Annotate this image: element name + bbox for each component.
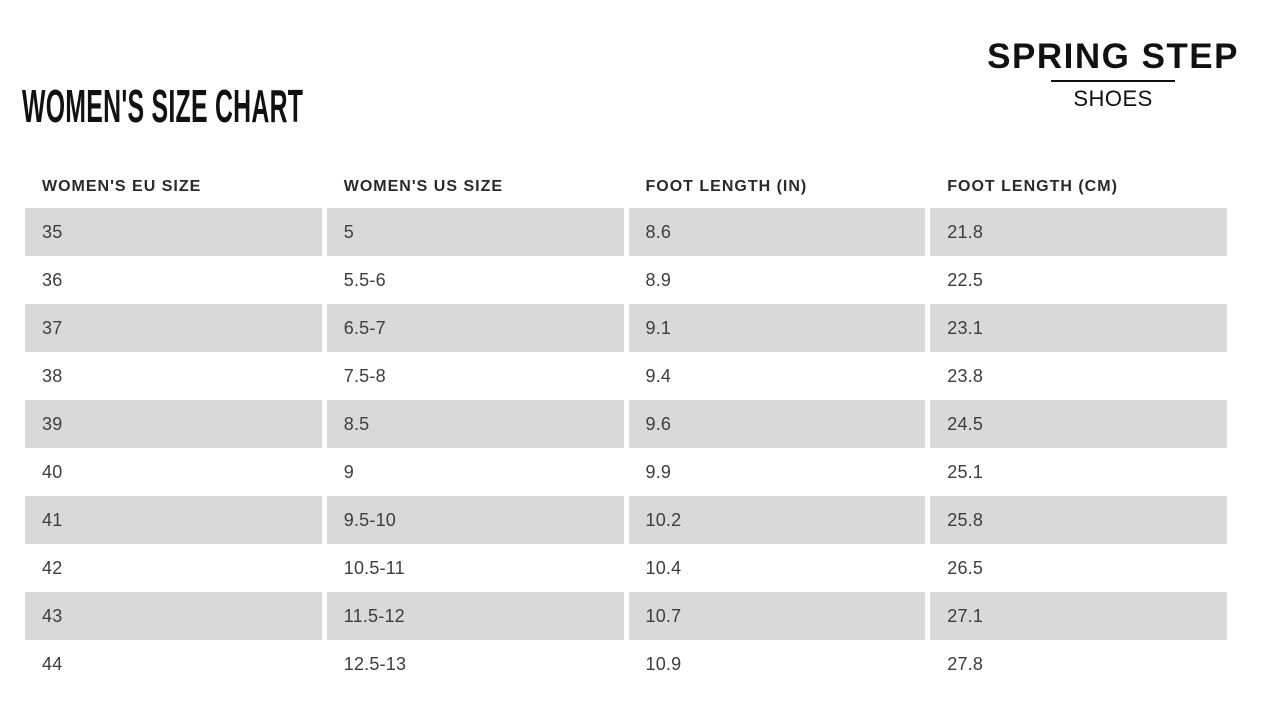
brand-name: SPRING STEP (987, 37, 1239, 76)
table-cell: 7.5-8 (327, 352, 624, 400)
brand-divider (1051, 80, 1175, 82)
table-cell: 9.9 (629, 448, 926, 496)
table-cell: 27.1 (930, 592, 1227, 640)
table-cell: 10.5-11 (327, 544, 624, 592)
table-row (25, 352, 1227, 400)
table-cell: 42 (25, 544, 322, 592)
table-cell: 22.5 (930, 256, 1227, 304)
table-cell: 12.5-13 (327, 640, 624, 688)
table-cell: 9.5-10 (327, 496, 624, 544)
table-row (25, 544, 1227, 592)
table-cell: 25.1 (930, 448, 1227, 496)
table-cell: 9 (327, 448, 624, 496)
table-cell: 11.5-12 (327, 592, 624, 640)
brand-logo (987, 39, 1239, 112)
table-cell: 43 (25, 592, 322, 640)
table-cell: 39 (25, 400, 322, 448)
size-table (25, 166, 1227, 688)
table-cell: 9.4 (629, 352, 926, 400)
table-cell: 10.4 (629, 544, 926, 592)
table-cell: 8.9 (629, 256, 926, 304)
table-row (25, 496, 1227, 544)
table-cell: 8.5 (327, 400, 624, 448)
brand-subtitle: SHOES (1073, 86, 1153, 111)
table-cell: 38 (25, 352, 322, 400)
table-row (25, 448, 1227, 496)
table-cell: 23.1 (930, 304, 1227, 352)
table-row (25, 304, 1227, 352)
table-row (25, 640, 1227, 688)
table-cell: 27.8 (930, 640, 1227, 688)
table-cell: 25.8 (930, 496, 1227, 544)
table-cell: 41 (25, 496, 322, 544)
column-header-eu-size: WOMEN'S EU SIZE (42, 178, 202, 195)
table-cell: 6.5-7 (327, 304, 624, 352)
column-header-foot-length-in: FOOT LENGTH (IN) (645, 178, 808, 195)
table-row (25, 400, 1227, 448)
table-row (25, 208, 1227, 256)
table-cell: 5 (327, 208, 624, 256)
table-row (25, 256, 1227, 304)
table-cell: 36 (25, 256, 322, 304)
table-cell: 10.2 (629, 496, 926, 544)
table-cell: 5.5-6 (327, 256, 624, 304)
table-cell: 26.5 (930, 544, 1227, 592)
table-cell: 10.7 (629, 592, 926, 640)
table-row (25, 592, 1227, 640)
column-header-foot-length-cm: FOOT LENGTH (CM) (947, 178, 1118, 195)
page-title: WOMEN'S SIZE CHART (22, 80, 304, 132)
table-cell: 37 (25, 304, 322, 352)
table-cell: 9.1 (629, 304, 926, 352)
table-cell: 21.8 (930, 208, 1227, 256)
table-cell: 44 (25, 640, 322, 688)
table-cell: 40 (25, 448, 322, 496)
table-cell: 24.5 (930, 400, 1227, 448)
column-header-us-size: WOMEN'S US SIZE (343, 178, 504, 195)
table-cell: 9.6 (629, 400, 926, 448)
table-cell: 23.8 (930, 352, 1227, 400)
table-cell: 10.9 (629, 640, 926, 688)
table-cell: 8.6 (629, 208, 926, 256)
table-header-row (25, 166, 1227, 208)
table-cell: 35 (25, 208, 322, 256)
table-body (25, 208, 1227, 688)
